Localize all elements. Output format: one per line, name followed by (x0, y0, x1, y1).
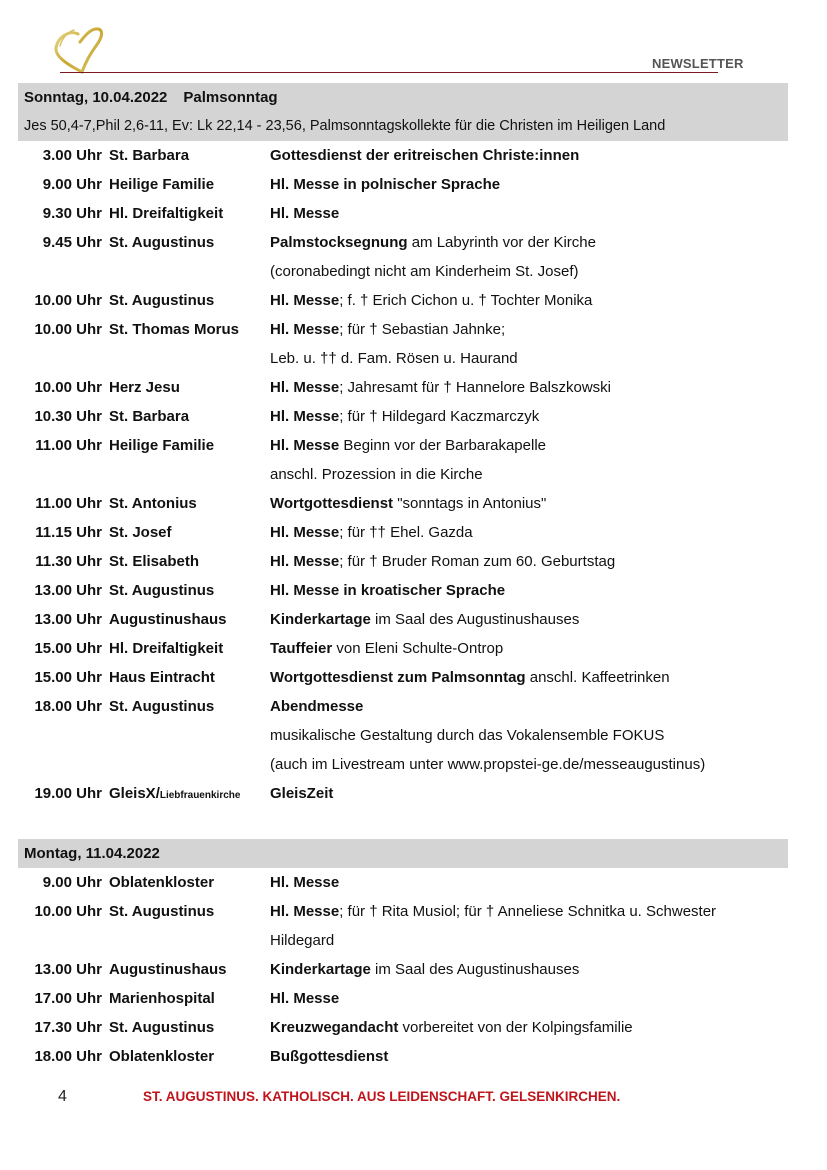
event-row (18, 868, 788, 897)
event-row (18, 373, 788, 402)
event-row (18, 984, 788, 1013)
event-details: im Saal des Augustinushauses (370, 611, 580, 628)
event-place-name: St. Antonius (109, 495, 197, 512)
event-details: anschl. Kaffeetrinken (525, 669, 670, 686)
event-time: 10.00 Uhr (34, 321, 102, 338)
event-title: Hl. Messe (270, 874, 340, 891)
event-row (18, 663, 788, 692)
event-row (18, 431, 788, 489)
event-place-name: St. Augustinus (109, 1019, 215, 1036)
event-row (18, 605, 788, 634)
event-row (18, 1042, 788, 1071)
event-place (102, 605, 270, 634)
event-place (102, 373, 270, 402)
event-row (18, 170, 788, 199)
event-description (270, 489, 788, 518)
event-description-line (270, 1042, 788, 1071)
event-time: 13.00 Uhr (34, 611, 102, 628)
day-date: Sonntag, 10.04.2022 (24, 89, 168, 106)
event-description-line (270, 518, 788, 547)
event-description-line (270, 955, 788, 984)
event-title: Hl. Messe (270, 205, 340, 222)
event-place-name: Augustinushaus (109, 961, 227, 978)
event-place (102, 955, 270, 984)
event-title: Hl. Messe (270, 321, 340, 338)
event-title: Wortgottesdienst (270, 495, 394, 512)
event-place-name: St. Augustinus (109, 698, 215, 715)
event-title: Hl. Messe (270, 408, 340, 425)
event-place-name: Augustinushaus (109, 611, 227, 628)
event-time: 10.00 Uhr (34, 292, 102, 309)
event-row (18, 576, 788, 605)
event-description (270, 547, 788, 576)
event-time: 9.30 Uhr (42, 205, 102, 222)
event-row (18, 518, 788, 547)
event-row (18, 489, 788, 518)
event-row (18, 897, 788, 955)
event-details: ; für †† Ehel. Gazda (339, 524, 473, 541)
event-description (270, 286, 788, 315)
event-place-name: St. Barbara (109, 147, 190, 164)
event-place (102, 1013, 270, 1042)
event-row (18, 955, 788, 984)
event-time: 10.00 Uhr (34, 379, 102, 396)
event-place (102, 663, 270, 692)
event-details: im Saal des Augustinushauses (370, 961, 580, 978)
event-title: Hl. Messe in polnischer Sprache (270, 176, 501, 193)
event-place (102, 547, 270, 576)
event-row (18, 228, 788, 286)
event-row (18, 547, 788, 576)
event-details: vorbereitet von der Kolpingsfamilie (398, 1019, 633, 1036)
event-details: ; für † Hildegard Kaczmarczyk (339, 408, 540, 425)
event-place (102, 518, 270, 547)
event-place-name: St. Barbara (109, 408, 190, 425)
event-extra-line: (coronabedingt nicht am Kinderheim St. Josef) (270, 263, 579, 280)
event-time: 19.00 Uhr (34, 785, 102, 802)
event-details: Beginn vor der Barbarakapelle (339, 437, 546, 454)
event-description-line (270, 228, 788, 257)
event-description (270, 373, 788, 402)
event-place (102, 897, 270, 955)
day-date: Montag, 11.04.2022 (24, 845, 160, 862)
event-row (18, 779, 788, 810)
event-description-line (270, 779, 788, 808)
event-place-name: Hl. Dreifaltigkeit (109, 640, 224, 657)
event-time: 18.00 Uhr (34, 1048, 102, 1065)
event-description (270, 576, 788, 605)
event-row (18, 692, 788, 779)
event-place (102, 286, 270, 315)
event-title: Tauffeier (270, 640, 333, 657)
event-description-line (270, 315, 788, 344)
event-row (18, 315, 788, 373)
event-place-sub: Liebfrauenkirche (159, 790, 241, 801)
event-place (102, 199, 270, 228)
event-title: Hl. Messe (270, 990, 340, 1007)
event-time: 17.00 Uhr (34, 990, 102, 1007)
day-header (18, 839, 788, 868)
event-time: 10.30 Uhr (34, 408, 102, 425)
event-description (270, 663, 788, 692)
event-title: Hl. Messe (270, 437, 340, 454)
event-title: Wortgottesdienst zum Palmsonntag (270, 669, 526, 686)
event-description (270, 141, 788, 170)
page-number: 4 (58, 1088, 67, 1105)
event-description (270, 897, 788, 955)
event-time: 18.00 Uhr (34, 698, 102, 715)
event-row (18, 286, 788, 315)
event-description-line (270, 286, 788, 315)
event-place (102, 634, 270, 663)
event-place-name: Marienhospital (109, 990, 215, 1007)
header-divider (60, 72, 718, 73)
event-place (102, 1042, 270, 1071)
event-description-line (270, 373, 788, 402)
footer-slogan: ST. AUGUSTINUS. KATHOLISCH. AUS LEIDENSCHAFT. GELSENKIRCHEN. (143, 1089, 621, 1104)
event-description (270, 431, 788, 489)
event-description-line (270, 431, 788, 460)
event-description-line (270, 1013, 788, 1042)
event-title: GleisZeit (270, 785, 334, 802)
event-place (102, 868, 270, 897)
section-label: NEWSLETTER (652, 56, 744, 71)
event-row (18, 402, 788, 431)
event-place-name: Oblatenkloster (109, 1048, 215, 1065)
event-place (102, 431, 270, 489)
event-description (270, 1013, 788, 1042)
event-description-line (270, 692, 788, 721)
event-description (270, 402, 788, 431)
event-place-name: Heilige Familie (109, 437, 215, 454)
event-time: 9.00 Uhr (42, 176, 102, 193)
event-place (102, 692, 270, 779)
day-readings: Jes 50,4-7,Phil 2,6-11, Ev: Lk 22,14 - 23,56, Palmsonntagskollekte für die Christen im Heiligen Land (24, 118, 666, 134)
event-description (270, 779, 788, 810)
event-place-name: St. Elisabeth (109, 553, 200, 570)
event-time: 17.30 Uhr (34, 1019, 102, 1036)
day-header (18, 83, 788, 141)
event-details: ; f. † Erich Cichon u. † Tochter Monika (339, 292, 593, 309)
event-title: Gottesdienst der eritreischen Christe:innen (270, 147, 580, 164)
event-details: ; für † Sebastian Jahnke; (339, 321, 506, 338)
event-title: Hl. Messe (270, 524, 340, 541)
event-place (102, 170, 270, 199)
event-description-line (270, 547, 788, 576)
event-time: 11.15 Uhr (35, 524, 102, 541)
event-place-name: St. Augustinus (109, 292, 215, 309)
event-place-name: Haus Eintracht (109, 669, 215, 686)
event-time: 3.00 Uhr (42, 147, 102, 164)
day-title-row (24, 83, 782, 112)
event-description-line (270, 170, 788, 199)
event-place-name: St. Augustinus (109, 582, 215, 599)
event-place (102, 402, 270, 431)
event-title: Hl. Messe (270, 903, 340, 920)
event-row (18, 634, 788, 663)
event-extra-line: musikalische Gestaltung durch das Vokalensemble FOKUS (270, 727, 665, 744)
event-place-name: Hl. Dreifaltigkeit (109, 205, 224, 222)
event-description (270, 1042, 788, 1071)
event-row (18, 1013, 788, 1042)
event-description (270, 955, 788, 984)
event-time: 11.00 Uhr (35, 437, 102, 454)
event-place (102, 315, 270, 373)
day-spacer (18, 810, 788, 839)
event-description (270, 518, 788, 547)
event-description (270, 868, 788, 897)
event-time: 11.30 Uhr (35, 553, 102, 570)
event-description-line (270, 489, 788, 518)
event-time: 11.00 Uhr (35, 495, 102, 512)
event-time: 15.00 Uhr (34, 640, 102, 657)
event-details: "sonntags in Antonius" (393, 495, 547, 512)
event-description-line (270, 634, 788, 663)
event-place (102, 489, 270, 518)
event-place-name: St. Josef (109, 524, 172, 541)
day-feast: Palmsonntag (183, 89, 278, 106)
event-place (102, 779, 270, 810)
event-extra-line: Hildegard (270, 932, 335, 949)
event-place (102, 141, 270, 170)
event-time: 15.00 Uhr (34, 669, 102, 686)
event-title: Hl. Messe (270, 379, 340, 396)
day-title-row (24, 839, 782, 868)
event-place-name: St. Augustinus (109, 903, 215, 920)
event-description (270, 199, 788, 228)
event-details: ; für † Bruder Roman zum 60. Geburtstag (339, 553, 616, 570)
schedule (18, 83, 788, 1071)
event-place-name: Heilige Familie (109, 176, 215, 193)
event-extra-line: Leb. u. †† d. Fam. Rösen u. Haurand (270, 350, 518, 367)
event-title: Abendmesse (270, 698, 364, 715)
event-place-name: Oblatenkloster (109, 874, 215, 891)
event-description-line (270, 576, 788, 605)
event-details: ; Jahresamt für † Hannelore Balszkowski (339, 379, 611, 396)
event-details: von Eleni Schulte-Ontrop (332, 640, 504, 657)
event-description-line (270, 897, 788, 926)
event-description (270, 228, 788, 286)
event-description-line (270, 199, 788, 228)
event-extra-line: anschl. Prozession in die Kirche (270, 466, 483, 483)
event-place (102, 984, 270, 1013)
event-description-line (270, 663, 788, 692)
event-extra-line[interactable]: (auch im Livestream unter www.propstei-ge.de/messeaugustinus) (270, 756, 706, 773)
event-details: am Labyrinth vor der Kirche (407, 234, 596, 251)
event-description-line (270, 402, 788, 431)
event-title: Kreuzwegandacht (270, 1019, 399, 1036)
event-time: 9.00 Uhr (42, 874, 102, 891)
event-row (18, 141, 788, 170)
event-row (18, 199, 788, 228)
event-place-name: St. Augustinus (109, 234, 215, 251)
event-description (270, 692, 788, 779)
event-place (102, 576, 270, 605)
event-place-name: GleisX/ (109, 785, 160, 802)
event-description-line (270, 868, 788, 897)
event-description (270, 634, 788, 663)
event-description (270, 984, 788, 1013)
event-place (102, 228, 270, 286)
event-description (270, 315, 788, 373)
event-title: Hl. Messe in kroatischer Sprache (270, 582, 506, 599)
event-time: 10.00 Uhr (34, 903, 102, 920)
event-title: Kinderkartage (270, 611, 371, 628)
event-time: 13.00 Uhr (34, 961, 102, 978)
golden-heart-icon (52, 26, 114, 74)
event-description-line (270, 605, 788, 634)
event-title: Kinderkartage (270, 961, 371, 978)
event-description-line (270, 984, 788, 1013)
event-place-name: St. Thomas Morus (109, 321, 240, 338)
event-description (270, 605, 788, 634)
event-description (270, 170, 788, 199)
event-time: 13.00 Uhr (34, 582, 102, 599)
event-place-name: Herz Jesu (109, 379, 180, 396)
event-time: 9.45 Uhr (42, 234, 102, 251)
event-details: ; für † Rita Musiol; für † Anneliese Schnitka u. Schwester (339, 903, 717, 920)
event-title: Bußgottesdienst (270, 1048, 389, 1065)
event-description-line (270, 141, 788, 170)
event-title: Palmstocksegnung (270, 234, 408, 251)
event-title: Hl. Messe (270, 553, 340, 570)
event-title: Hl. Messe (270, 292, 340, 309)
